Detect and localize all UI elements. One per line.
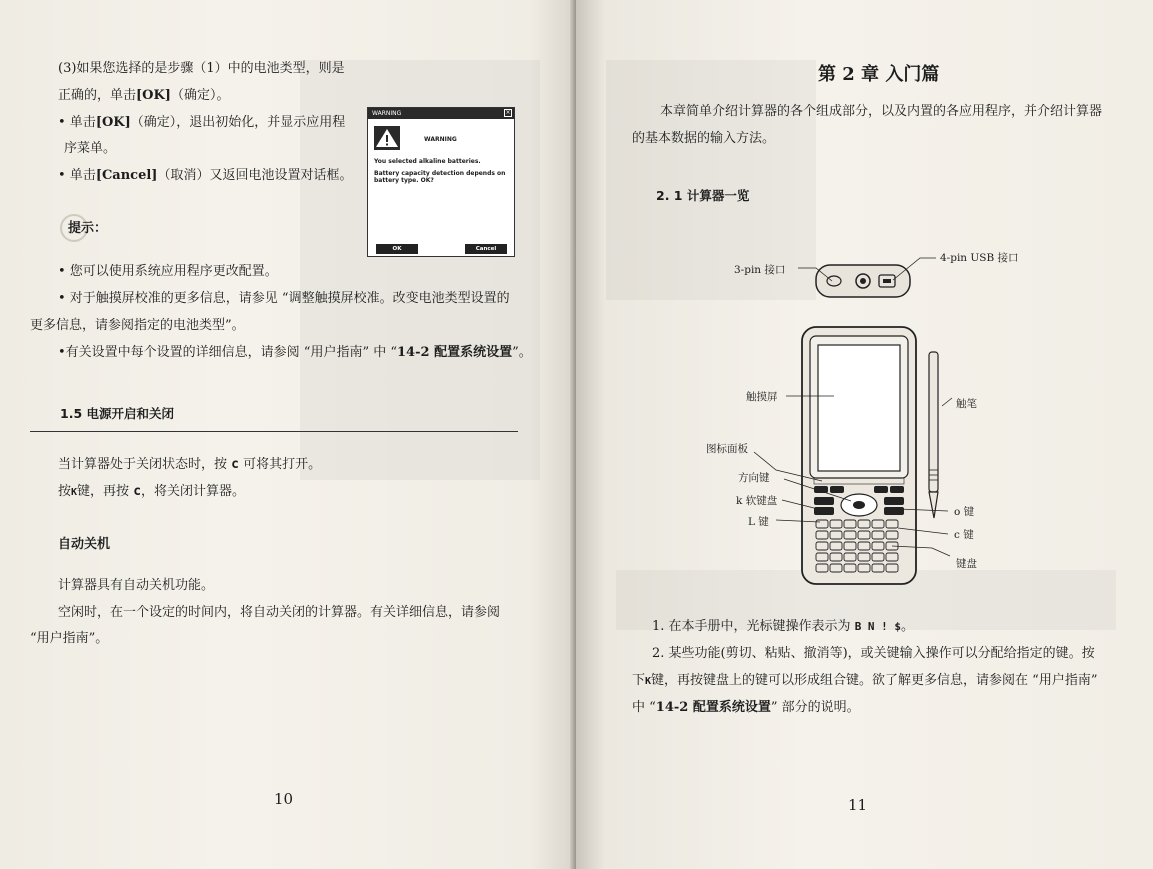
bullet-cancel: • 单击[Cancel]（取消）又返回电池设置对话框。 <box>58 168 353 183</box>
para-step3-cont: 正确的，单击[OK]（确定）。 <box>58 88 230 103</box>
note-2: 2. 某些功能(剪切、粘贴、撤消等)，或关键输入操作可以分配给指定的键。按 <box>652 646 1095 661</box>
page-number-right: 11 <box>848 796 868 814</box>
auto-off-title: 自动关机 <box>58 537 111 552</box>
chapter-intro-cont: 的基本数据的输入方法。 <box>632 131 776 146</box>
label-usb: 4-pin USB 接口 <box>940 252 1019 264</box>
right-page <box>576 0 1153 869</box>
label-keyboard: 键盘 <box>956 558 977 570</box>
auto-off-2-cont: “用户指南”。 <box>30 631 109 646</box>
left-page <box>0 0 576 869</box>
touchscreen <box>818 345 900 471</box>
dialog-message: You selected alkaline batteries. <box>374 158 481 165</box>
label-touchscreen: 触摸屏 <box>746 391 778 403</box>
tip-1: • 您可以使用系统应用程序更改配置。 <box>58 264 278 279</box>
page-number-left: 10 <box>274 790 294 808</box>
dialog-question: Battery capacity detection depends on battery type. OK? <box>374 170 506 184</box>
para-step3: (3)如果您选择的是步骤（1）中的电池类型，则是 <box>58 61 345 76</box>
auto-off-2: 空闲时，在一个设定的时间内，将自动关闭的计算器。有关详细信息，请参阅 <box>58 605 501 620</box>
label-c-key: c 键 <box>954 529 974 541</box>
auto-off-1: 计算器具有自动关机功能。 <box>58 578 215 593</box>
power-on: 当计算器处于关闭状态时，按 c 可将其打开。 <box>58 457 322 472</box>
warning-dialog-figure <box>367 107 515 257</box>
tip-2: • 对于触摸屏校准的更多信息，请参见 “调整触摸屏校准。改变电池类型设置的 <box>58 291 510 306</box>
tip-label: 提示： <box>68 221 108 236</box>
bullet-ok: • 单击[OK]（确定），退出初始化，并显示应用程 <box>58 115 346 130</box>
note-2-end: 中 “14-2 配置系统设置” 部分的说明。 <box>632 700 860 715</box>
close-icon: × <box>505 109 511 116</box>
label-o-key: o 键 <box>954 506 975 518</box>
label-stylus: 触笔 <box>956 398 977 410</box>
warning-icon <box>374 126 400 150</box>
tip-2-cont: 更多信息，请参阅指定的电池类型”。 <box>30 318 245 333</box>
note-1: 1. 在本手册中，光标键操作表示为 B N ! $。 <box>652 619 915 634</box>
bullet-ok-cont: 序菜单。 <box>64 141 117 156</box>
label-3pin: 3-pin 接口 <box>734 264 786 276</box>
tip-3: •有关设置中每个设置的详细信息，请参阅 “用户指南” 中 “14-2 配置系统设置”。 <box>58 345 532 360</box>
chapter-title: 第 2 章 入门篇 <box>818 64 940 85</box>
calculator-figure <box>576 0 1153 869</box>
section-rule <box>30 431 518 432</box>
dialog-titlebar: WARNING × <box>368 108 514 119</box>
stylus <box>929 352 938 518</box>
power-off: 按K键，再按 c，将关闭计算器。 <box>58 484 246 499</box>
dialog-ok-button[interactable]: OK <box>376 244 418 254</box>
section-title-1-5: 1.5 电源开启和关闭 <box>60 406 174 421</box>
label-direction-keys: 方向键 <box>738 472 770 484</box>
section-title-2-1: 2. 1 计算器一览 <box>656 188 750 203</box>
label-icon-panel: 图标面板 <box>706 443 748 455</box>
dialog-cancel-button[interactable]: Cancel <box>465 244 507 254</box>
note-2-cont: 下K键，再按键盘上的键可以形成组合键。欲了解更多信息，请参阅在 “用户指南” <box>632 673 1098 688</box>
chapter-intro: 本章简单介绍计算器的各个组成部分，以及内置的各应用程序，并介绍计算器 <box>660 104 1103 119</box>
label-k-softkey: k 软键盘 <box>736 495 778 507</box>
label-l-key: L 键 <box>748 516 769 528</box>
dialog-heading: WARNING <box>424 136 457 143</box>
